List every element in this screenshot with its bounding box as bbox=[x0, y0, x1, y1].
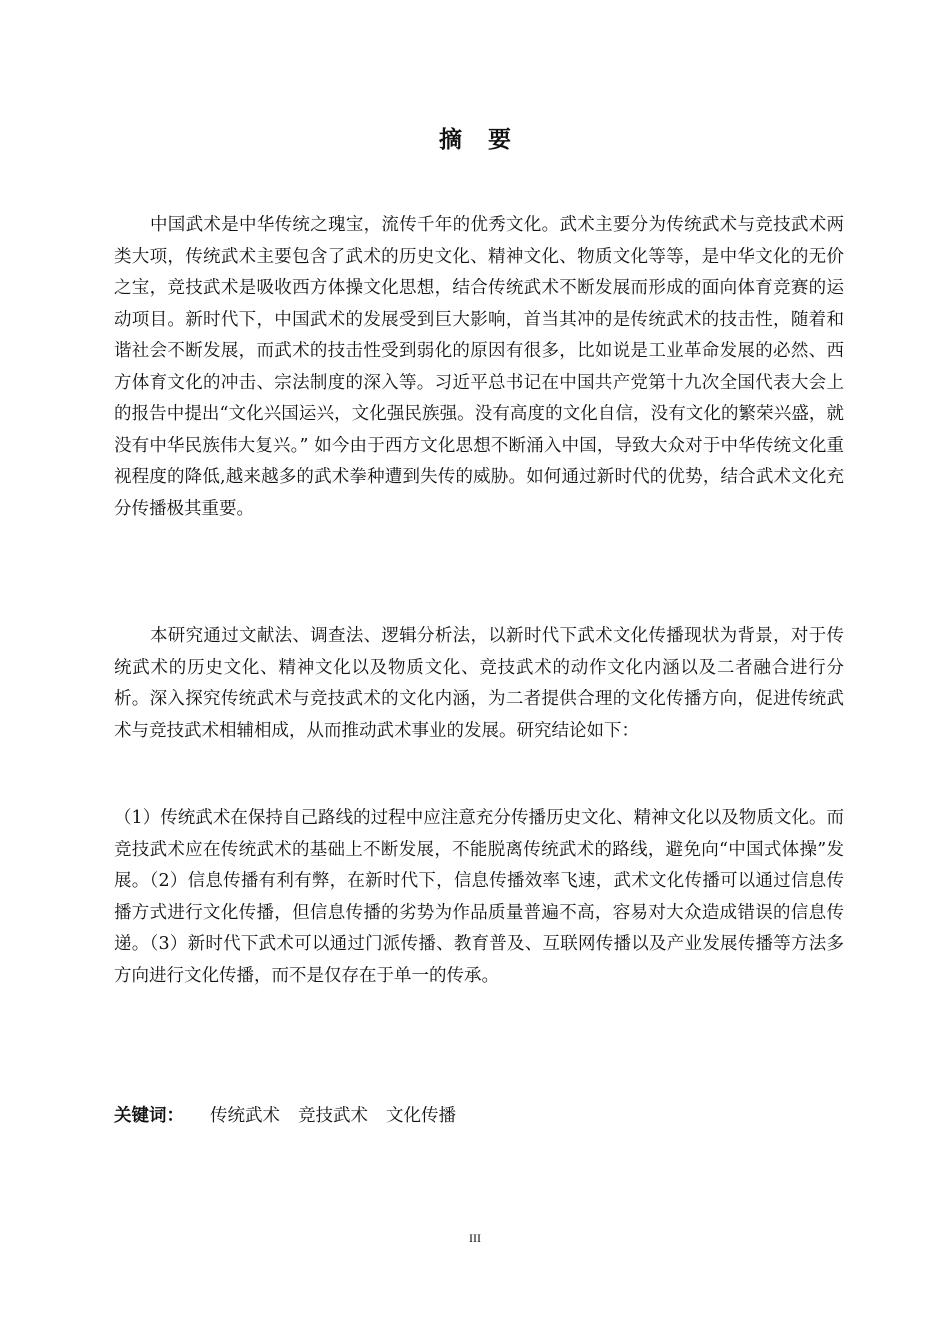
keyword-item: 文化传播 bbox=[386, 1106, 456, 1126]
keywords-line bbox=[114, 1100, 474, 1132]
keywords-label: 关键词： bbox=[114, 1106, 184, 1126]
abstract-paragraph-2: 本研究通过文献法、调查法、逻辑分析法，以新时代下武术文化传播现状为背景，对于传统武术的历史文化、精神文化以及物质文化、竞技武术的动作文化内涵以及二者融合进行分析。深入探究传统武术与竞技武术的文化内涵，为二者提供合理的文化传播方向，促进传统武术与竞技武术相辅相成，从而推动武术事业的发展。研究结论如下： bbox=[114, 626, 844, 741]
keyword-item: 传统武术 bbox=[210, 1106, 280, 1126]
abstract-title: 摘要 bbox=[439, 127, 537, 153]
keyword-item: 竞技武术 bbox=[298, 1106, 368, 1126]
abstract-paragraph-1: 中国武术是中华传统之瑰宝，流传千年的优秀文化。武术主要分为传统武术与竞技武术两类大项，传统武术主要包含了武术的历史文化、精神文化、物质文化等等，是中华文化的无价之宝，竞技武术是吸收西方体操文化思想，结合传统武术不断发展而形成的面向体育竞赛的运动项目。新时代下，中国武术的发展受到巨大影响，首当其冲的是传统武术的技击性，随着和谐社会不断发展，而武术的技击性受到弱化的原因有很多，比如说是工业革命发展的必然、西方体育文化的冲击、宗法制度的深入等。习近平总书记在中国共产党第十九次全国代表大会上的报告中提出“文化兴国运兴，文化强民族强。没有高度的文化自信，没有文化的繁荣兴盛，就没有中华民族伟大复兴。” 如今由于西方文化思想不断涌入中国，导致大众对于中华传统文化重视程度的降低,越来越多的武术拳种遭到失传的威胁。如何通过新时代的优势，结合武术文化充分传播极其重要。 bbox=[114, 215, 844, 519]
page-number: III bbox=[469, 1231, 481, 1245]
abstract-paragraph-3: （1）传统武术在保持自己路线的过程中应注意充分传播历史文化、精神文化以及物质文化。而竞技武术应在传统武术的基础上不断发展，不能脱离传统武术的路线，避免向“中国式体操”发展。（2）信息传播有利有弊，在新时代下，信息传播效率飞速，武术文化传播可以通过信息传播方式进行文化传播，但信息传播的劣势为作品质量普遍不高，容易对大众造成错误的信息传递。（3）新时代下武术可以通过门派传播、教育普及、互联网传播以及产业发展传播等方法多方向进行文化传播，而不是仅存在于单一的传承。 bbox=[114, 808, 844, 986]
